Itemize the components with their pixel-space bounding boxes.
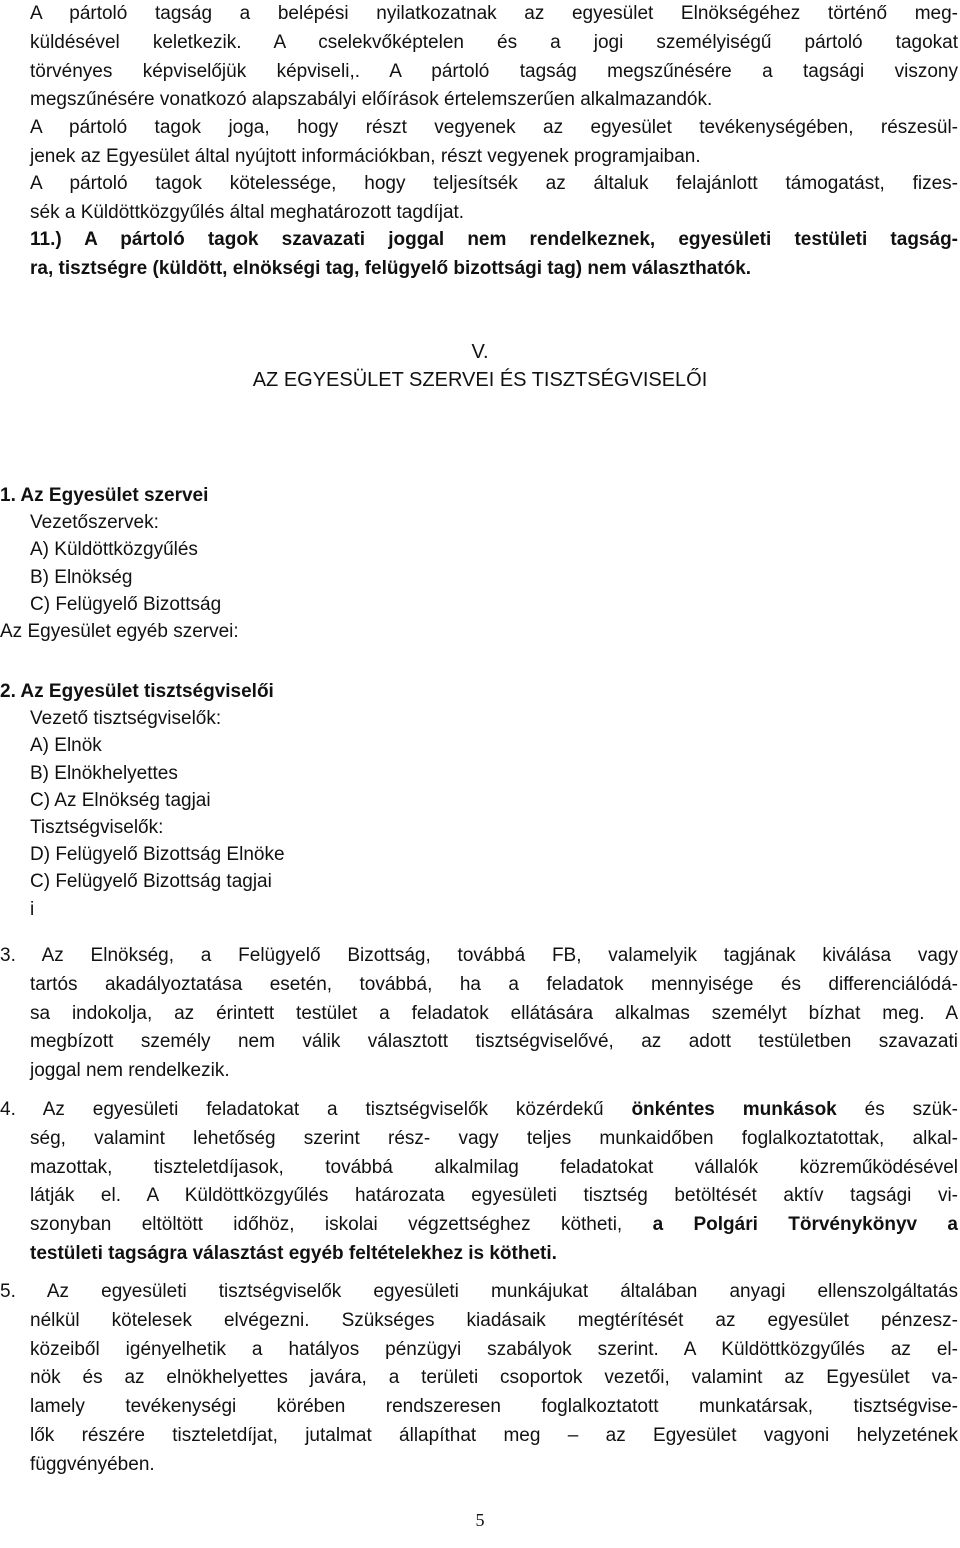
text-run: szonyban eltöltött időhöz, iskolai végzettséghez kötheti,: [30, 1214, 653, 1236]
text-line: [0, 1096, 958, 1125]
list-item: C) Felügyelő Bizottság: [30, 593, 222, 615]
list-item: Tisztségviselők:: [30, 817, 164, 839]
text-line: megszűnésére vonatkozó alapszabályi előírások értelemszerűen alkalmazandók.: [30, 89, 713, 111]
list-item: B) Elnökség: [30, 566, 133, 588]
bold-text-run: a Polgári Törvénykönyv a: [652, 1214, 959, 1236]
page-number: 5: [475, 1510, 485, 1530]
section-heading: 2. Az Egyesület tisztségviselői: [0, 681, 274, 702]
text-line: lamely tevékenységi körében rendszeresen foglalkoztatott munkatársak, tisztségvise-: [30, 1396, 958, 1418]
item-3-substitution: [0, 942, 958, 1086]
text-run: 4. Az egyesületi feladatokat a tisztségviselők közérdekű: [0, 1099, 632, 1120]
text-line: nök és az elnökhelyettes javára, a területi csoportok vezetői, valamint az Egyesület va-: [30, 1367, 958, 1389]
chapter-title: AZ EGYESÜLET SZERVEI ÉS TISZTSÉGVISELŐI: [252, 369, 708, 391]
text-line: joggal nem rendelkezik.: [30, 1060, 230, 1082]
list-item: B) Elnökhelyettes: [30, 762, 178, 784]
item-4-volunteers: [0, 1096, 958, 1269]
bold-text-run: önkéntes munkások: [631, 1099, 837, 1120]
list-item: D) Felügyelő Bizottság Elnöke: [30, 844, 285, 866]
paragraph-supporting-membership: [30, 0, 958, 115]
text-line: mazottak, tiszteletdíjasok, továbbá alkalmilag feladatokat vállalók közreműködésével: [30, 1156, 958, 1178]
text-line: közeiből igényelhetik a hatályos pénzügyi szabályok szerint. A Küldöttközgyűlés az el-: [30, 1338, 958, 1360]
text-line: nélkül kötelesek elvégezni. Szükséges kiadásaik megtérítését az egyesület pénzesz-: [30, 1309, 958, 1331]
text-line: sék a Küldöttközgyűlés által meghatározott tagdíjat.: [30, 201, 465, 223]
text-run: és szük-: [836, 1099, 958, 1120]
text-line: 3. Az Elnökség, a Felügyelő Bizottság, továbbá FB, valamelyik tagjának kiválása vagy: [0, 945, 958, 966]
text-line: jenek az Egyesület által nyújtott információkban, részt vegyenek programjaiban.: [30, 145, 701, 167]
text-line: sa indokolja, az érintett testület a feladatok ellátására alkalmas személyt bízhat meg. A: [30, 1002, 958, 1024]
paragraph-supporting-duties: [30, 170, 958, 228]
section-heading: 1. Az Egyesület szervei: [0, 485, 209, 506]
text-line: lők részére tiszteletdíjat, jutalmat állapíthat meg – az Egyesület vagyoni helyzetének: [30, 1424, 958, 1446]
list-item: A) Elnök: [30, 735, 102, 757]
paragraph-11-voting-rights: [30, 226, 958, 284]
text-line: 5. Az egyesületi tisztségviselők egyesületi munkájukat általában anyagi ellenszolgáltatás: [0, 1281, 958, 1302]
text-line: ség, valamint lehetőség szerint rész- vagy teljes munkaidőben foglalkoztatottak, alkal-: [30, 1127, 958, 1149]
text-line: látják el. A Küldöttközgyűlés határozata egyesületi tisztség betöltését aktív tagsági vi-: [30, 1185, 958, 1207]
list-item: C) Felügyelő Bizottság tagjai: [30, 871, 272, 893]
chapter-number: V.: [471, 341, 489, 363]
text-line: [0, 1211, 958, 1240]
text-line: függvényében.: [30, 1453, 155, 1475]
list-item: A) Küldöttközgyűlés: [30, 539, 198, 561]
text-line: törvényes képviselőjük képviseli,. A pártoló tagság megszűnésére a tagsági viszony: [30, 60, 958, 82]
list-item: C) Az Elnökség tagjai: [30, 789, 211, 811]
text-line: A pártoló tagok joga, hogy részt vegyenek az egyesület tevékenységében, részesül-: [30, 117, 958, 138]
text-line: A pártoló tagok kötelessége, hogy teljesítsék az általuk felajánlott támogatást, fizes-: [30, 173, 958, 194]
list-item: Az Egyesület egyéb szervei:: [0, 621, 239, 643]
text-line: ra, tisztségre (küldött, elnökségi tag, felügyelő bizottsági tag) nem választhatók.: [30, 257, 752, 279]
text-line: 11.) A pártoló tagok szavazati joggal nem rendelkeznek, egyesületi testületi tagság-: [30, 229, 958, 250]
list-item: i: [30, 898, 35, 920]
section-officers: [0, 678, 930, 923]
list-item: Vezetőszervek:: [30, 512, 159, 534]
section-organs: [0, 482, 930, 645]
text-line: testületi tagságra választást egyéb feltételekhez is kötheti.: [30, 1242, 557, 1264]
list-item: Vezető tisztségviselők:: [30, 708, 222, 730]
text-line: megbízott személy nem válik választott tisztségviselővé, az adott testületben szavazati: [30, 1031, 958, 1053]
item-5-compensation: [0, 1278, 958, 1480]
paragraph-supporting-rights: [30, 114, 958, 172]
text-line: küldésével keletkezik. A cselekvőképtelen és a jogi személyiségű pártoló tagokat: [30, 31, 958, 53]
text-line: A pártoló tagság a belépési nyilatkozatnak az egyesület Elnökségéhez történő meg-: [30, 3, 958, 24]
text-line: tartós akadályoztatása esetén, továbbá, ha a feladatok mennyisége és differenciálódá-: [30, 973, 958, 995]
